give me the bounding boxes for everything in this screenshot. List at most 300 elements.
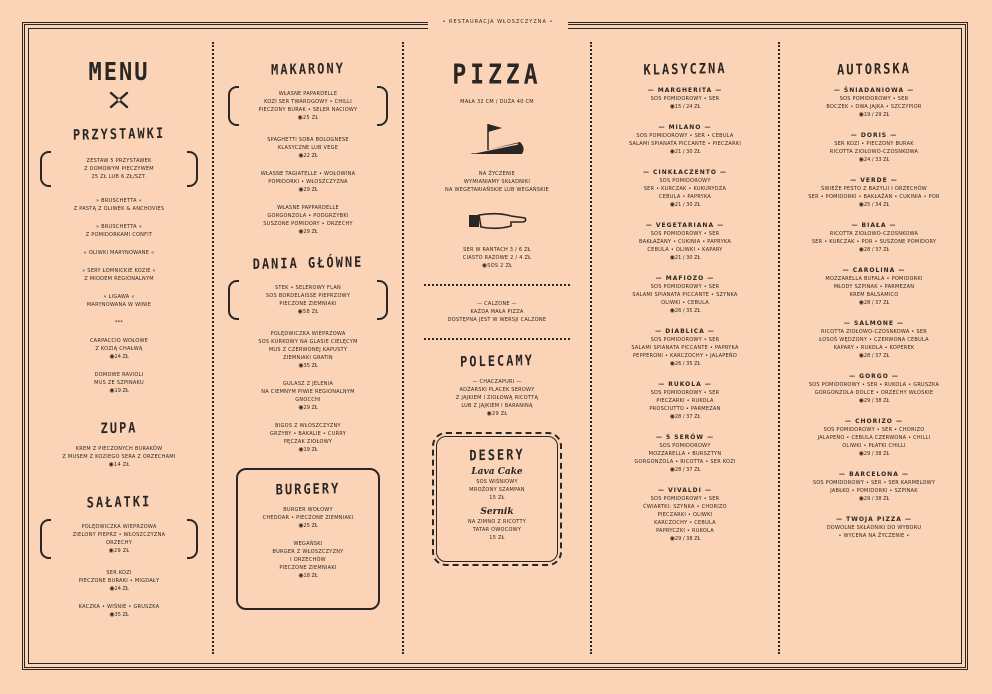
- menu-line: WŁASNE TAGIATELLE • WOŁOWINA: [260, 171, 356, 177]
- price: ◉18 ZŁ: [298, 572, 318, 579]
- menu-line: 15 ZŁ: [489, 535, 505, 541]
- pizza-name: — BARCELONA —: [839, 471, 909, 478]
- price: ◉29 / 38 ZŁ: [858, 495, 890, 502]
- menu-line: BURGER WOŁOWY: [283, 507, 333, 513]
- price: ◉14 ZŁ: [108, 461, 130, 468]
- pizza-name: — TWOJA PIZZA —: [836, 516, 912, 523]
- price: ◉58 ZŁ: [297, 308, 319, 315]
- menu-line: SOS POMIDOROWY • SER: [650, 390, 720, 396]
- price-tag-icon: ◉: [298, 362, 304, 369]
- menu-line: Z MIODEM REGIONALNYM: [84, 276, 154, 282]
- menu-line: I ORZECHÓW: [290, 557, 326, 563]
- pizza-name: — DIABLICA —: [655, 328, 715, 335]
- menu-line: ŚWIEŻE PESTO Z BAZYLII I ORZECHÓW: [821, 186, 927, 192]
- recommended-item: [418, 378, 576, 418]
- menu-line: PIECZONE ZIEMNIAKI: [279, 565, 337, 571]
- menu-line: GORGONZOLA DOLCE • ORZECHY WŁOSKIE: [814, 390, 934, 396]
- pizza-item: [606, 274, 764, 315]
- menu-line: DOSTĘPNA JEST W WERSJI CALZONE: [447, 317, 547, 323]
- pizza-item: [794, 86, 954, 119]
- price-tag-icon: ◉: [669, 535, 675, 542]
- classic-pizza-list: [606, 86, 764, 543]
- pizza-slice-icon: [418, 120, 576, 164]
- menu-line: SER KOZI: [106, 570, 132, 576]
- combo-line: 25 ZŁ LUB 6 ZŁ/SZT.: [91, 174, 147, 180]
- pizza-size: MAŁA 32 CM / DUŻA 40 CM: [460, 99, 534, 105]
- pizza-name: — MAFIOZO —: [655, 275, 715, 282]
- price-tag-icon: ◉: [298, 446, 304, 453]
- pizza-extras: [418, 246, 576, 270]
- menu-line: PIECZARKI • OLIWKI: [657, 512, 713, 518]
- section-title-desery: DESERY: [469, 446, 525, 464]
- menu-line: BIGOS Z WŁOSZCZYZNY: [275, 423, 341, 429]
- price-tag-icon: ◉: [858, 352, 864, 359]
- steak-combo: [242, 280, 374, 320]
- menu-line: » BRUSCHETTA «: [96, 224, 142, 230]
- price-tag-icon: ◉: [669, 148, 675, 155]
- pizza-item: [794, 417, 954, 458]
- price: ◉29 ZŁ: [298, 228, 318, 235]
- menu-line: KREM Z PIECZONYCH BURAKÓW: [75, 446, 163, 452]
- pizza-item: [794, 266, 954, 307]
- price: ◉19 / 29 ZŁ: [858, 111, 890, 118]
- column-starters: [40, 40, 198, 619]
- price-tag-icon: ◉: [858, 156, 864, 163]
- menu-line: CARPACCIO WOŁOWE: [89, 338, 149, 344]
- pizza-name: — MILANO —: [658, 124, 712, 131]
- list-item: [228, 136, 388, 160]
- price-tag-icon: ◉: [669, 307, 675, 314]
- price-tag-icon: ◉: [481, 262, 488, 269]
- pizza-note: [418, 170, 576, 194]
- menu-line: 15 ZŁ: [489, 495, 505, 501]
- menu-line: • WYCENA NA ŻYCZENIE •: [838, 533, 910, 539]
- menu-line: OLIWKI • CEBULA: [661, 300, 709, 306]
- menu-line: MUS ZE SZPINAKU: [94, 380, 144, 386]
- price-tag-icon: ◉: [298, 522, 304, 529]
- menu-line: SPAGHETTI SOBA BOLOGNESE: [267, 137, 349, 143]
- menu-line: SOS POMIDOROWY • SER • RUKOLA • GRUSZKA: [808, 382, 940, 388]
- menu-line: PROSCIUTTO • PARMEZAN: [649, 406, 721, 412]
- pizza-name: — RUKOLA —: [658, 381, 712, 388]
- price-tag-icon: ◉: [297, 114, 304, 121]
- pizza-item: [606, 433, 764, 474]
- menu-line: PĘCZAK ZIOŁOWY: [283, 439, 333, 445]
- menu-line: SOS WIŚNIOWY: [476, 479, 518, 485]
- menu-line: Z JAJKIEM I ZIOŁOWĄ RICOTTĄ: [455, 395, 539, 401]
- price-tag-icon: ◉: [669, 413, 675, 420]
- menu-line: SOS POMIDOROWY • SER: [650, 231, 720, 237]
- pasta-list: [228, 136, 388, 236]
- combo-line: WŁASNE PAPARDELLE: [278, 91, 338, 97]
- menu-line: SALAMI SPIANATA PICCANTE • PIECZARKI: [628, 141, 742, 147]
- menu-line: BOCZEK • DWA JAJKA • SZCZYPIOR: [826, 104, 922, 110]
- menu-line: MŁODY SZPINAK • PARMEZAN: [833, 284, 915, 290]
- price: ◉29 ZŁ: [298, 404, 318, 411]
- pizza-name: — CAROLINA —: [842, 267, 906, 274]
- pizza-item: [606, 380, 764, 421]
- price: ◉25 / 34 ZŁ: [858, 201, 890, 208]
- section-title-salatki: SAŁATKI: [86, 492, 152, 512]
- price: ◉28 / 37 ZŁ: [858, 299, 890, 306]
- pizza-item: [606, 486, 764, 543]
- section-title-pizza: PIZZA: [452, 59, 542, 91]
- combo-line: KOZI SER TWAROGOWY • CHILLI: [264, 99, 352, 105]
- price: ◉SOS 2 ZŁ: [481, 262, 513, 269]
- burgers-list: [244, 506, 372, 580]
- pizza-item: [794, 470, 954, 503]
- list-item: [40, 249, 198, 257]
- price: ◉35 ZŁ: [298, 362, 318, 369]
- pizza-name: — CINKŁACZENTO —: [642, 169, 728, 176]
- combo-line: ORZECHY: [105, 540, 133, 546]
- menu-line: SOS POMIDOROWY: [659, 178, 711, 184]
- menu-line: GORGONZOLA • PODGRZYBKI: [267, 213, 349, 219]
- section-title-burgery: BURGERY: [275, 479, 341, 499]
- price: ◉21 / 30 ZŁ: [669, 148, 701, 155]
- calzone-info: [418, 300, 576, 324]
- menu-line: Z PASTĄ Z OLIWEK & ANCHOVIES: [73, 206, 165, 212]
- price: ◉25 ZŁ: [297, 114, 319, 121]
- dessert-name: Sernik: [480, 507, 514, 517]
- price: ◉29 / 38 ZŁ: [858, 450, 890, 457]
- menu-line: LUB Z JAJKIEM I BARANINĄ: [461, 403, 533, 409]
- pizza-name: — VIVALDI —: [658, 487, 712, 494]
- combo-line: SOS BORDELAISSE PIEPRZOWY: [265, 293, 351, 299]
- price-tag-icon: ◉: [298, 186, 304, 193]
- menu-line: SER W RANTACH 3 / 6 ZŁ: [463, 247, 531, 253]
- menu-line: KLASYCZNE LUB VEGE: [277, 145, 339, 151]
- menu-line: KAPARY • RUKOLA • KOPEREK: [833, 345, 915, 351]
- menu-line: GORGONZOLA • RICOTTA • SER KOZI: [634, 459, 736, 465]
- column-mains: [228, 40, 388, 610]
- dessert-name: Lava Cake: [471, 467, 523, 477]
- menu-line: GULASZ Z JELENIA: [282, 381, 334, 387]
- pointing-hand-icon: [418, 210, 576, 236]
- price-tag-icon: ◉: [108, 547, 115, 554]
- menu-line: SER KOZI • PIECZONY BURAK: [834, 141, 914, 147]
- pizza-item: [606, 221, 764, 262]
- menu-line: PAPRYCZKI • RUKOLA: [656, 528, 714, 534]
- combo-line: POLĘDWICZKA WIEPRZOWA: [81, 524, 157, 530]
- price-tag-icon: ◉: [297, 308, 304, 315]
- section-title-dania: DANIA GŁÓWNE: [252, 253, 364, 273]
- column-pizza: [418, 40, 576, 566]
- combo-line: STEK • SELEROWY FLAN: [274, 285, 341, 291]
- starters-list: [40, 197, 198, 395]
- price-tag-icon: ◉: [858, 201, 864, 208]
- menu-line: KAŻDA MAŁA PIZZA: [470, 309, 524, 315]
- menu-line: RICOTTA ZIOŁOWO-CZOSNKOWA: [829, 149, 919, 155]
- section-title-makarony: MAKARONY: [270, 59, 346, 79]
- menu-line: NA ZIMNO Z RICOTTY: [467, 519, 527, 525]
- pizza-name: — CHORIZO —: [844, 418, 903, 425]
- dessert-item: [440, 467, 554, 502]
- price-tag-icon: ◉: [298, 228, 304, 235]
- menu-line: SALAMI SPIANATA PICCANTE • SZYNKA: [632, 292, 738, 298]
- price: ◉19 ZŁ: [109, 387, 129, 394]
- menu-line: SOS POMIDOROWY • SER • SER KARMELOWY: [812, 480, 936, 486]
- starter-set-combo: [54, 151, 184, 187]
- menu-line: Z KOZIĄ CHAŁWĄ: [95, 346, 143, 352]
- list-item: [244, 540, 372, 580]
- pizza-name: — 5 SERÓW —: [655, 434, 715, 441]
- price: ◉24 ZŁ: [109, 353, 129, 360]
- menu-line: CHEDDAR • PIECZONE ZIEMNIAKI: [262, 515, 354, 521]
- menu-line: TATAR OWOCOWY: [472, 527, 522, 533]
- menu-line: SOS POMIDOROWY • SER • CHORIZO: [823, 427, 925, 433]
- pizza-name: — VEGETARIANA —: [645, 222, 725, 229]
- price-tag-icon: ◉: [486, 410, 493, 417]
- menu-title: MENU: [88, 58, 150, 87]
- list-item: [40, 267, 198, 283]
- menu-line: » LIGAWA «: [103, 294, 135, 300]
- pizza-item: [606, 168, 764, 209]
- menu-line: NA ŻYCZENIE: [478, 171, 516, 177]
- list-item: [40, 371, 198, 395]
- price: ◉28 / 37 ZŁ: [669, 466, 701, 473]
- menu-line: SOS KURKOWY NA GLASIE CIELĘCYM: [258, 339, 358, 345]
- menu-line: JABŁKO • POMIDORKI • SZPINAK: [830, 488, 918, 494]
- pizza-item: [794, 221, 954, 254]
- price-tag-icon: ◉: [858, 299, 864, 306]
- burgers-box: [236, 468, 380, 610]
- menu-line: PIECZARKI • RUKOLA: [656, 398, 714, 404]
- menu-line: RICOTTA ZIOŁOWO-CZOSNKOWA • SER: [821, 329, 927, 335]
- price: ◉29 ZŁ: [298, 186, 318, 193]
- list-item: [228, 204, 388, 236]
- mains-list: [228, 330, 388, 454]
- price-tag-icon: ◉: [298, 404, 304, 411]
- dotted-separator: [424, 338, 570, 340]
- combo-line: PIECZONY BURAK • SELER NACIOWY: [258, 107, 358, 113]
- price-tag-icon: ◉: [858, 246, 864, 253]
- menu-line: NA WEGETARIAŃSKIE LUB WEGAŃSKIE: [445, 187, 549, 193]
- menu-line: Z POMIDORKAMI CONFIT: [85, 232, 153, 238]
- salad-combo: [54, 519, 184, 559]
- section-title-polecamy: POLECAMY: [459, 351, 535, 371]
- list-item: [40, 603, 198, 619]
- menu-line: SOS POMIDOROWY • SER: [650, 337, 720, 343]
- pizza-item: [794, 176, 954, 209]
- menu-line: SOS POMIDOROWY • SER: [839, 96, 909, 102]
- pizza-item: [794, 372, 954, 405]
- list-item: [228, 170, 388, 194]
- price: ◉21 / 30 ZŁ: [669, 254, 701, 261]
- menu-line: SOS POMIDOROWY • SER: [650, 284, 720, 290]
- list-item: [40, 293, 198, 309]
- menu-line: BURGER Z WŁOSZCZYZNY: [272, 549, 344, 555]
- menu-line: SOS POMIDOROWY: [659, 443, 711, 449]
- column-divider: [778, 42, 780, 654]
- menu-line: SOS POMIDOROWY • SER • CEBULA: [636, 133, 734, 139]
- cutlery-icon: [40, 91, 198, 113]
- pizza-name: — ŚNIADANIOWA —: [833, 87, 915, 94]
- pizza-item: [794, 131, 954, 164]
- list-item: [40, 223, 198, 239]
- price-tag-icon: ◉: [858, 397, 864, 404]
- menu-line: BAKŁAŻANY • CUKINIA • PAPRYKA: [639, 239, 731, 245]
- salads-list: [40, 569, 198, 619]
- price-tag-icon: ◉: [109, 387, 115, 394]
- pizza-name: — MARGHERITA —: [647, 87, 723, 94]
- combo-line: Z DOMOWYM PIECZYWEM: [84, 166, 154, 172]
- menu-line: SOS POMIDOROWY • SER: [650, 496, 720, 502]
- price-tag-icon: ◉: [858, 111, 864, 118]
- dessert-item: [440, 507, 554, 542]
- menu-line: ADŻARSKI PLACEK SEROWY: [459, 387, 535, 393]
- pizza-name: — GORGO —: [849, 373, 899, 380]
- menu-line: JALAPEÑO • CEBULA CZERWONA • CHILLI: [817, 435, 931, 441]
- menu-line: CEBULA • OLIWKI • KAPARY: [647, 247, 723, 253]
- price-tag-icon: ◉: [858, 495, 864, 502]
- combo-line: ZESTAW 5 PRZYSTAWEK: [86, 158, 152, 164]
- price-tag-icon: ◉: [109, 585, 115, 592]
- menu-line: ŁOSOŚ WĘDZONY • CZERWONA CEBULA: [819, 337, 929, 343]
- dotted-separator: [424, 284, 570, 286]
- menu-line: POLĘDWICZKA WIEPRZOWA: [270, 331, 346, 337]
- list-item: [40, 569, 198, 593]
- menu-line: Z MUSEM Z KOZIEGO SERA Z ORZECHAMI: [62, 454, 176, 460]
- pizza-item: [606, 86, 764, 111]
- pizza-name: — VERDE —: [850, 177, 898, 184]
- soup-item: [40, 445, 198, 469]
- menu-line: » BRUSCHETTA «: [96, 198, 142, 204]
- menu-line: MOZZARELLA BUFALA • POMIDORKI: [825, 276, 923, 282]
- pizza-item: [606, 327, 764, 368]
- column-divider: [590, 42, 592, 654]
- price: ◉19 ZŁ: [298, 446, 318, 453]
- price-tag-icon: ◉: [109, 353, 115, 360]
- desserts-list: [440, 467, 554, 542]
- menu-line: — CHACZAPURI —: [472, 379, 522, 385]
- restaurant-label: • RESTAURACJA WŁOSZCZYZNA •: [428, 15, 568, 29]
- menu-line: SUSZONE POMIDORY • ORZECHY: [263, 221, 353, 227]
- menu-line: MROŻONY SZAMPAN: [469, 487, 525, 493]
- price-tag-icon: ◉: [669, 466, 675, 473]
- menu-line: PEPPERONI • KARCZOCHY • JALAPEÑO: [632, 353, 738, 359]
- menu-line: CIASTO RAZOWE 2 / 4 ZŁ: [462, 255, 532, 261]
- price: ◉35 ZŁ: [109, 611, 129, 618]
- menu-line: » SERY ŁOMNICKIE KOZIE «: [82, 268, 156, 274]
- price: ◉29 / 38 ZŁ: [669, 535, 701, 542]
- price: ◉24 ZŁ: [109, 585, 129, 592]
- price: ◉28 / 37 ZŁ: [858, 352, 890, 359]
- menu-line: ĆWIARTKI: SZYNKA • CHORIZO: [643, 504, 727, 510]
- list-item: [244, 506, 372, 530]
- menu-line: GNOCCHI: [295, 397, 321, 403]
- price: ◉29 ZŁ: [108, 547, 130, 554]
- list-item: [228, 380, 388, 412]
- price: ◉22 ZŁ: [298, 152, 318, 159]
- price: ◉26 / 35 ZŁ: [669, 360, 701, 367]
- pizza-item: [794, 515, 954, 540]
- menu-line: KACZKA • WIŚNIE • GRUSZKA: [78, 604, 160, 610]
- price: ◉21 / 30 ZŁ: [669, 201, 701, 208]
- price-tag-icon: ◉: [109, 611, 115, 618]
- price-tag-icon: ◉: [298, 572, 304, 579]
- section-title-klasyczna: KLASYCZNA: [643, 59, 727, 79]
- list-item: [40, 337, 198, 361]
- price: ◉26 / 35 ZŁ: [669, 307, 701, 314]
- menu-line: KREM BALSAMICO: [849, 292, 899, 298]
- column-divider: [402, 42, 404, 654]
- price: ◉29 ZŁ: [486, 410, 508, 417]
- price: ◉15 / 24 ZŁ: [669, 103, 701, 110]
- menu-line: SALAMI SPIANATA PICCANTE • PAPRYKA: [631, 345, 739, 351]
- section-title-zupa: ZUPA: [100, 419, 138, 437]
- price: ◉28 / 37 ZŁ: [858, 246, 890, 253]
- menu-line: SER • KURCZAK • KUKURYDZA: [643, 186, 727, 192]
- menu-line: WEGAŃSKI: [293, 541, 323, 547]
- desserts-box: [432, 432, 562, 566]
- list-item: [228, 422, 388, 454]
- pizza-name: — DORIS —: [850, 132, 898, 139]
- menu-line: PIECZONE BURAKI • MIGDAŁY: [78, 578, 160, 584]
- price: ◉25 ZŁ: [298, 522, 318, 529]
- combo-line: ZIELONY PIEPRZ • WŁOSZCZYZNA: [72, 532, 166, 538]
- column-classic: [606, 40, 764, 543]
- column-divider: [212, 42, 214, 654]
- pizza-name: — SALMONE —: [843, 320, 905, 327]
- price-tag-icon: ◉: [669, 103, 675, 110]
- pizza-item: [606, 123, 764, 156]
- price: ◉28 / 37 ZŁ: [669, 413, 701, 420]
- menu-line: DOMOWE RAVIOLI: [94, 372, 144, 378]
- menu-line: SER • KURCZAK • POR • SUSZONE POMIDORY: [811, 239, 937, 245]
- menu-line: GRZYBY • BAKALIE • CURRY: [269, 431, 346, 437]
- menu-line: RICOTTA ZIOŁOWO-CZOSNKOWA: [829, 231, 919, 237]
- list-item: [40, 319, 198, 327]
- menu-line: WŁASNE PAPPARDELLE: [277, 205, 339, 211]
- menu-line: KARCZOCHY • CEBULA: [654, 520, 716, 526]
- price-tag-icon: ◉: [108, 461, 115, 468]
- list-item: [228, 330, 388, 370]
- price-tag-icon: ◉: [669, 201, 675, 208]
- menu-line: MARYNOWANA W WINIE: [86, 302, 152, 308]
- price-tag-icon: ◉: [669, 254, 675, 261]
- menu-line: WYMIANIAMY SKŁADNIKI: [463, 179, 531, 185]
- menu-line: ***: [114, 320, 124, 326]
- menu-line: SER • POMIDORKI • BAKŁAŻAN • CUKINIA • POR: [808, 194, 940, 200]
- menu-line: POMIDORKI • WŁOSZCZYZNA: [268, 179, 348, 185]
- menu-line: SOS POMIDOROWY • SER: [650, 96, 720, 102]
- pasta-combo: [242, 86, 374, 126]
- pizza-name: — BIAŁA —: [851, 222, 897, 229]
- section-title-przystawki: PRZYSTAWKI: [72, 124, 166, 144]
- menu-line: » OLIWKI MARYNOWANE «: [83, 250, 155, 256]
- menu-line: MUS Z CZERWONEJ KAPUSTY: [268, 347, 348, 353]
- price-tag-icon: ◉: [858, 450, 864, 457]
- menu-line: ZIEMNIAKI GRATIN: [283, 355, 333, 361]
- price: ◉24 / 33 ZŁ: [858, 156, 890, 163]
- menu-line: — CALZONE —: [477, 301, 517, 307]
- price-tag-icon: ◉: [669, 360, 675, 367]
- menu-line: OLIWKI • PŁATKI CHILLI: [842, 443, 906, 449]
- menu-line: DOWOLNE SKŁADNIKI DO WYBORU: [826, 525, 922, 531]
- signature-pizza-list: [794, 86, 954, 540]
- column-signature: [794, 40, 954, 540]
- section-title-autorska: AUTORSKA: [836, 59, 912, 79]
- price-tag-icon: ◉: [298, 152, 304, 159]
- menu-line: NA CIEMNYM PIWIE REGIONALNYM: [261, 389, 355, 395]
- price: ◉29 / 38 ZŁ: [858, 397, 890, 404]
- list-item: [40, 197, 198, 213]
- menu-line: CEBULA • PAPRYKA: [658, 194, 712, 200]
- combo-line: PIECZONE ZIEMNIAKI: [279, 301, 337, 307]
- pizza-item: [794, 319, 954, 360]
- menu-line: MOZZARELLA • BURSZTYN: [648, 451, 722, 457]
